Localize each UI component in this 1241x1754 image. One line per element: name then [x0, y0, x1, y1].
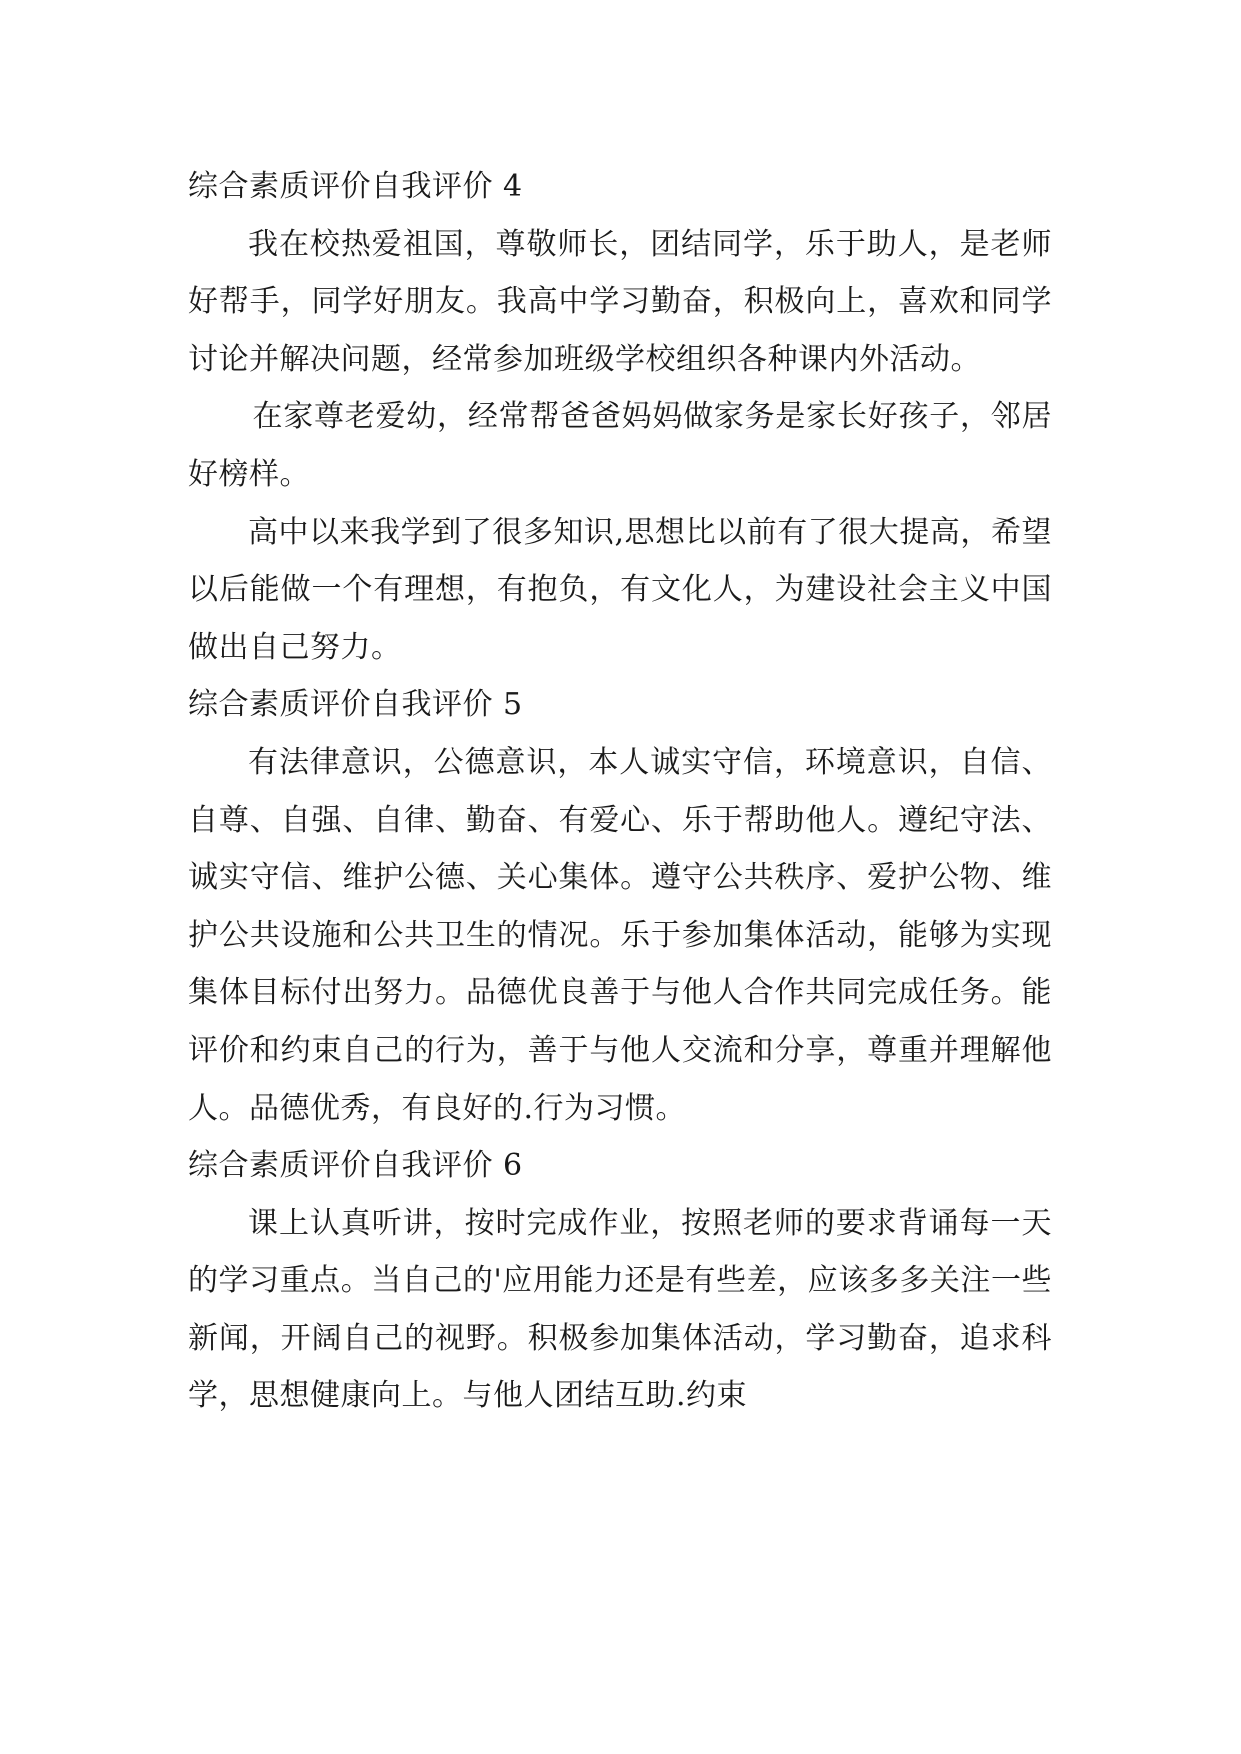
section-4 — [188, 158, 1052, 676]
paragraph: 在家尊老爱幼，经常帮爸爸妈妈做家务是家长好孩子，邻居好榜样。 — [188, 399, 1052, 492]
section-heading: 综合素质评价自我评价 4 — [188, 169, 523, 204]
paragraph: 我在校热爱祖国，尊敬师长，团结同学，乐于助人，是老师好帮手，同学好朋友。我高中学习勤奋，积极向上，喜欢和同学讨论并解决问题，经常参加班级学校组织各种课内外活动。 — [188, 226, 1052, 377]
paragraph: 高中以来我学到了很多知识,思想比以前有了很大提高，希望以后能做一个有理想，有抱负，有文化人，为建设社会主义中国做出自己努力。 — [188, 514, 1052, 665]
paragraph: 课上认真听讲，按时完成作业，按照老师的要求背诵每一天的学习重点。当自己的'应用能力还是有些差，应该多多关注一些新闻，开阔自己的视野。积极参加集体活动，学习勤奋，追求科学，思想健康向上。与他人团结互助.约束 — [188, 1205, 1052, 1414]
section-6 — [188, 1137, 1052, 1425]
section-heading: 综合素质评价自我评价 6 — [188, 1148, 523, 1184]
document-page — [188, 158, 1052, 1425]
paragraph: 有法律意识，公德意识，本人诚实守信，环境意识，自信、自尊、自强、自律、勤奋、有爱心、乐于帮助他人。遵纪守法、诚实守信、维护公德、关心集体。遵守公共秩序、爱护公物、维护公共设施和公共卫生的情况。乐于参加集体活动，能够为实现集体目标付出努力。品德优良善于与他人合作共同完成任务。能评价和约束自己的行为，善于与他人交流和分享，尊重并理解他人。品德优秀，有良好的.行为习惯。 — [188, 744, 1052, 1126]
section-5 — [188, 676, 1052, 1137]
section-heading: 综合素质评价自我评价 5 — [188, 687, 523, 723]
